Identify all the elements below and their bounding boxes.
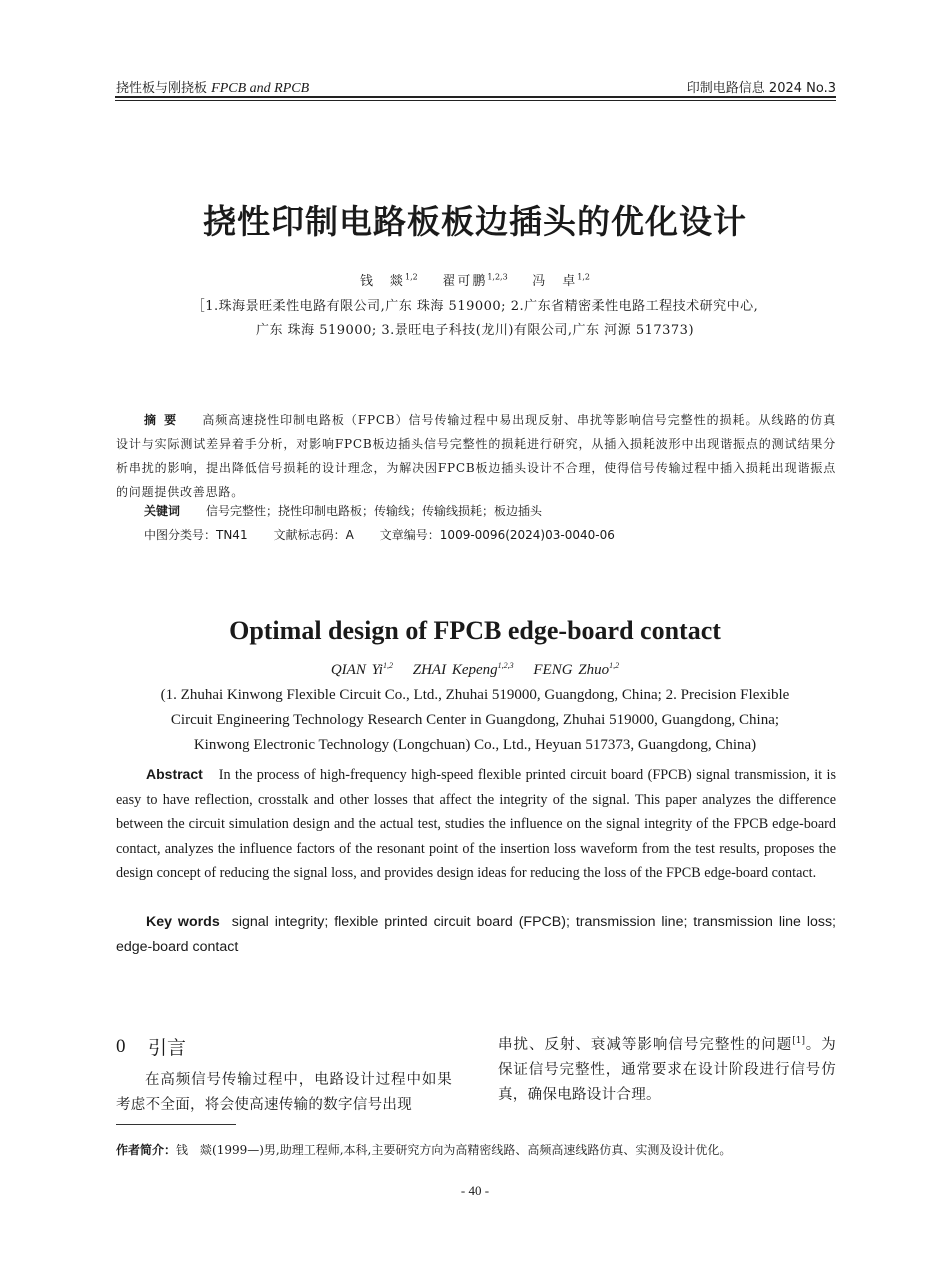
article-number: 文章编号：1009-0096(2024)03-0040-06 — [379, 528, 615, 542]
footnote-label: 作者简介： — [116, 1143, 177, 1157]
author-name: 钱 燚 — [360, 274, 406, 289]
keywords-label-en: Key words — [146, 914, 220, 930]
author-affiliation-mark: 1,2 — [382, 661, 393, 670]
affiliation-en-line-2: Circuit Engineering Technology Research Center in Guangdong, Zhuhai 519000, Guangdong, China; — [170, 712, 780, 728]
footnote-text: 钱 燚(1999—)男,助理工程师,本科,主要研究方向为高精密线路、高频高速线路仿真、实测及设计优化。 — [176, 1143, 732, 1157]
classification-info — [144, 526, 641, 543]
section-heading: 引言 — [148, 1037, 187, 1059]
abstract-text-cn: 高频高速挠性印制电路板（FPCB）信号传输过程中易出现反射、串扰等影响信号完整性的损耗。从线路的仿真设计与实际测试差异着手分析，对影响FPCB板边插头信号完整性的损耗进行研究，从插入损耗波形中出现谐振点的测试结果分析串扰的影响，提出降低信号损耗的设计理念，为解决因FPCB板边插头设计不合理，使得信号传输过程中插入损耗出现谐振点的问题提供改善思路。 — [116, 413, 836, 499]
author-name: ZHAI Kepeng — [412, 662, 498, 678]
paper-title-en: Optimal design of FPCB edge-board contact — [229, 616, 721, 645]
affiliation-en-line-1: (1. Zhuhai Kinwong Flexible Circuit Co., Ltd., Zhuhai 519000, Guangdong, China; 2. Precision Flexible — [160, 687, 790, 703]
body-text: 。为保证信号完整性，通常要求在设计阶段进行信号仿真，确保电路设计合理。 — [498, 1036, 836, 1103]
affiliation-cn-line-1: ［1.珠海景旺柔性电路有限公司,广东 珠海 519000; 2.广东省精密柔性电路工程技术研究中心, — [191, 299, 759, 314]
author-list-en — [0, 661, 950, 679]
header-rule-thick — [115, 96, 836, 98]
author-footnote — [116, 1141, 836, 1158]
author-affiliation-mark: 1,2,3 — [487, 272, 508, 282]
body-text: 串扰、反射、衰减等影响信号完整性的问题 — [498, 1036, 793, 1053]
abstract-en — [116, 762, 836, 886]
header-rule-thin — [115, 100, 836, 101]
author-name: 翟可鹏 — [442, 274, 488, 289]
body-column-right — [498, 1029, 836, 1108]
author-affiliation-mark: 1,2 — [405, 272, 418, 282]
author-affiliation-mark: 1,2 — [577, 272, 590, 282]
affiliation-cn-line-2: 广东 珠海 519000; 3.景旺电子科技(龙川)有限公司,广东 河源 517373) — [255, 323, 695, 338]
keywords-label-cn: 关键词 — [144, 504, 181, 518]
running-header-left — [116, 77, 309, 97]
page-number: - 40 - — [460, 1183, 490, 1198]
author-affiliation-mark: 1,2 — [609, 661, 620, 670]
header-section-en: FPCB and RPCB — [211, 81, 310, 96]
keywords-cn — [144, 502, 542, 519]
author-affiliation-mark: 1,2,3 — [497, 661, 514, 670]
body-column-left: 在高频信号传输过程中，电路设计过程中如果考虑不全面，将会使高速传输的数字信号出现 — [116, 1072, 452, 1113]
author-name: FENG Zhuo — [533, 662, 610, 678]
citation-reference[interactable]: [1] — [792, 1036, 806, 1046]
abstract-cn — [116, 408, 836, 504]
abstract-label-cn: 摘要 — [144, 413, 185, 427]
abstract-label-en: Abstract — [146, 766, 203, 782]
paper-title-cn: 挠性印制电路板板边插头的优化设计 — [203, 202, 747, 241]
affiliation-en-line-3: Kinwong Electronic Technology (Longchuan) Co., Ltd., Heyuan 517373, Guangdong, China) — [193, 737, 757, 753]
header-section-cn: 挠性板与刚挠板 — [116, 81, 208, 96]
footnote-rule — [116, 1124, 236, 1125]
author-name: QIAN Yi — [330, 662, 383, 678]
author-name: 冯 卓 — [532, 274, 578, 289]
section-number: 0 — [116, 1036, 126, 1057]
author-list-cn — [0, 270, 950, 289]
keywords-text-cn: 信号完整性；挠性印制电路板；传输线；传输线损耗；板边插头 — [206, 504, 543, 518]
abstract-text-en: In the process of high-frequency high-speed flexible printed circuit board (FPCB) signal transmission, it is easy to have reflection, crosstalk and other losses that affect the integrity of the signal. This paper analyzes the difference between the circuit simulation design and the actual test, studies the influence on the signal integrity of the FPCB edge-board contact, analyzes the influence factors of the resonant point of the insertion loss waveform from the test results, proposes the design concept of reducing the signal loss, and provides design ideas for reducing the loss of the FPCB edge-board contact. — [116, 767, 836, 881]
keywords-text-en: signal integrity; flexible printed circuit board (FPCB); transmission line; transmission line loss; edge-board contact — [116, 914, 837, 955]
document-code: 文献标志码：A — [273, 528, 354, 542]
class-number: 中图分类号：TN41 — [144, 528, 248, 542]
keywords-en — [116, 910, 836, 959]
running-header-right: 印制电路信息 2024 No.3 — [686, 81, 836, 96]
